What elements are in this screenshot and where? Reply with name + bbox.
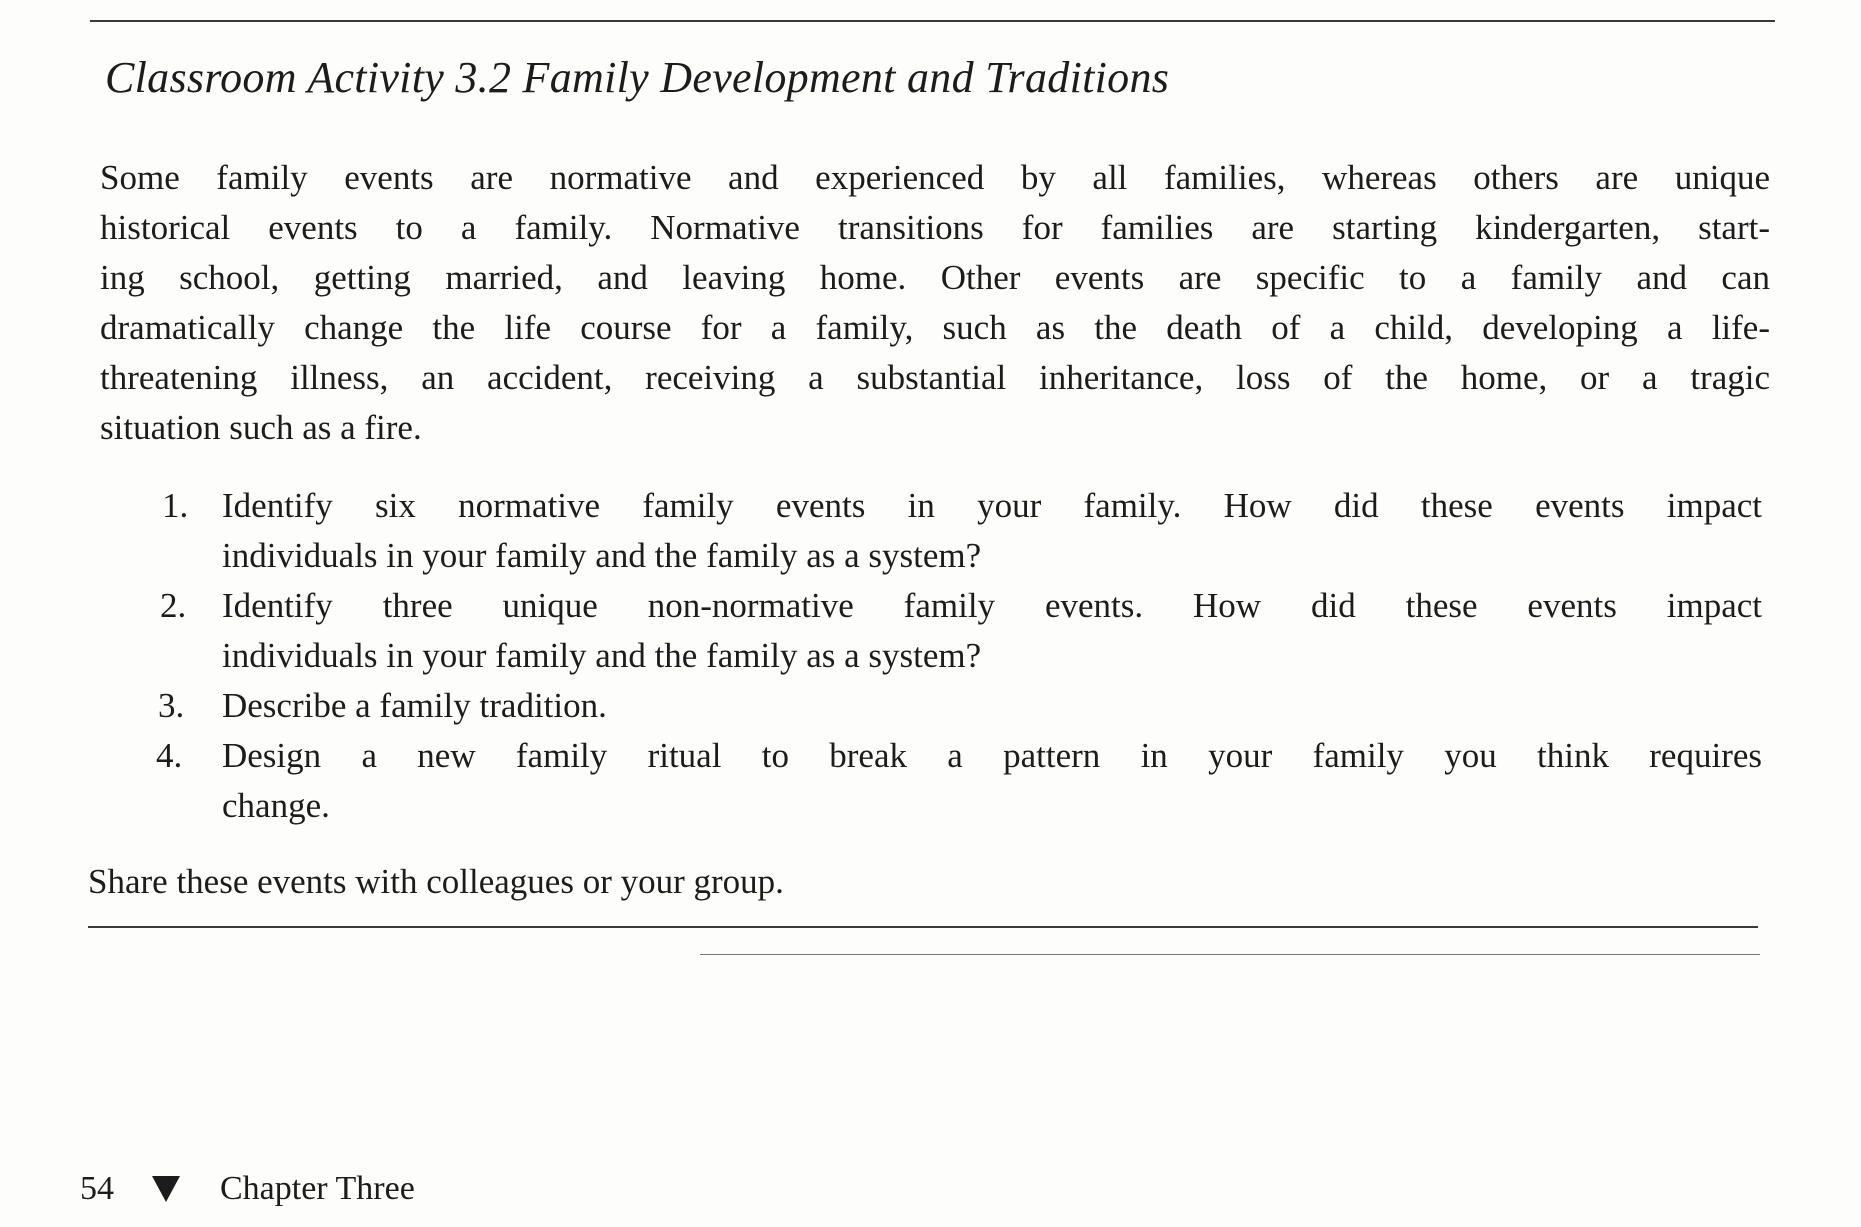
intro-line: ing school, getting married, and leaving home. Other events are specific to a family and can	[100, 258, 1770, 297]
chapter-label: Chapter Three	[220, 1170, 415, 1207]
share-instruction: Share these events with colleagues or your group.	[88, 862, 784, 901]
top-rule	[90, 20, 1775, 22]
activity-title: Classroom Activity 3.2 Family Development and Traditions	[105, 53, 1170, 102]
item-line: Identify three unique non-normative family events. How did these events impact	[222, 586, 1762, 625]
item-number: 4.	[156, 736, 183, 775]
bottom-rule-2	[700, 954, 1760, 955]
intro-line: Some family events are normative and experienced by all families, whereas others are unique	[100, 158, 1770, 197]
item-line: Design a new family ritual to break a pattern in your family you think requires	[222, 736, 1762, 775]
item-line: Identify six normative family events in your family. How did these events impact	[222, 486, 1762, 525]
intro-line: threatening illness, an accident, receiving a substantial inheritance, loss of the home, or a tragic	[100, 358, 1770, 397]
triangle-down-icon	[152, 1176, 180, 1202]
item-number: 1.	[162, 486, 189, 525]
intro-line: dramatically change the life course for a family, such as the death of a child, developing a life-	[100, 308, 1770, 347]
item-line: Describe a family tradition.	[222, 686, 607, 725]
item-number: 3.	[158, 686, 185, 725]
item-line: individuals in your family and the family as a system?	[222, 536, 982, 575]
page-number: 54	[80, 1170, 114, 1207]
intro-line: historical events to a family. Normative transitions for families are starting kindergarten, start-	[100, 208, 1770, 247]
item-number: 2.	[160, 586, 187, 625]
bottom-rule	[88, 926, 1758, 928]
item-line: individuals in your family and the family as a system?	[222, 636, 982, 675]
page-footer	[80, 1170, 415, 1208]
item-line: change.	[222, 786, 330, 825]
intro-line: situation such as a fire.	[100, 408, 422, 447]
